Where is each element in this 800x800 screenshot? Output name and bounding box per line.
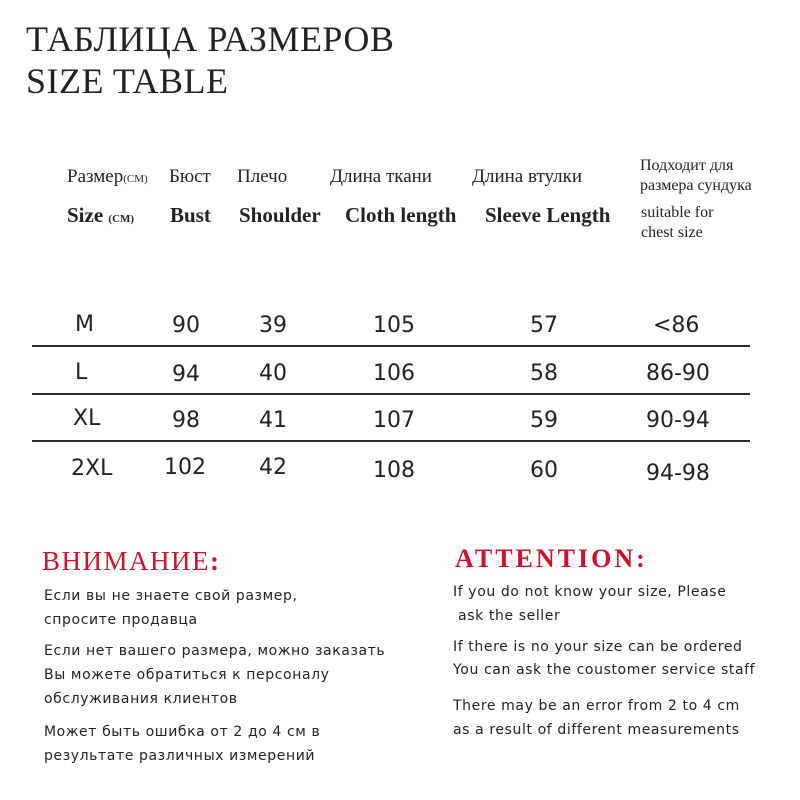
header-bust-ru: Бюст	[169, 166, 211, 187]
cell-sleeve-length: 58	[530, 361, 558, 386]
header-sleeve-length-en: Sleeve Length	[485, 203, 611, 227]
row-divider	[32, 440, 750, 442]
header-size-en: Size (CM)	[67, 203, 135, 227]
attention-en-line: There may be an error from 2 to 4 cm	[453, 698, 740, 714]
header-size-ru: Размер(CM)	[67, 166, 148, 187]
cell-chest: <86	[653, 313, 700, 338]
attention-en-line: ask the seller	[453, 608, 561, 624]
header-bust-en: Bust	[170, 203, 211, 227]
header-shoulder-en: Shoulder	[239, 203, 321, 227]
page-title-en: SIZE TABLE	[26, 61, 229, 101]
cell-bust: 90	[172, 313, 200, 338]
cell-cloth-length: 107	[373, 408, 415, 433]
attention-ru-line: Если вы не знаете свой размер,	[44, 588, 298, 604]
cell-sleeve-length: 60	[530, 458, 558, 483]
header-shoulder-ru: Плечо	[237, 166, 288, 187]
attention-ru-line: Вы можете обратиться к персоналу	[44, 667, 330, 683]
cell-shoulder: 41	[259, 408, 287, 433]
header-cloth-length-ru: Длина ткани	[330, 166, 432, 187]
cell-cloth-length: 105	[373, 313, 415, 338]
attention-ru-line: результате различных измерений	[44, 748, 316, 764]
cell-bust: 102	[164, 455, 206, 480]
header-chest-ru: Подходит для размера сундука	[640, 157, 752, 194]
cell-sleeve-length: 57	[530, 313, 558, 338]
header-cloth-length-en: Cloth length	[345, 203, 457, 227]
cell-size: L	[75, 360, 88, 385]
cell-size: 2XL	[71, 456, 113, 481]
attention-en-line: If you do not know your size, Please	[453, 584, 727, 600]
cell-bust: 98	[172, 408, 200, 433]
cell-shoulder: 40	[259, 361, 287, 386]
cell-chest: 86-90	[646, 361, 710, 386]
cell-chest: 90-94	[646, 408, 710, 433]
row-divider	[32, 393, 750, 395]
cell-cloth-length: 106	[373, 361, 415, 386]
attention-en-line: If there is no your size can be ordered	[453, 639, 743, 655]
cell-cloth-length: 108	[373, 458, 415, 483]
attention-ru-line: Если нет вашего размера, можно заказать	[44, 643, 386, 659]
cell-shoulder: 42	[259, 455, 287, 480]
attention-ru-line: обслуживания клиентов	[44, 691, 238, 707]
attention-ru-line: Может быть ошибка от 2 до 4 см в	[44, 724, 321, 740]
cell-size: XL	[73, 406, 101, 431]
cell-shoulder: 39	[259, 313, 287, 338]
cell-chest: 94-98	[646, 461, 710, 486]
header-chest-en: suitable for chest size	[641, 204, 714, 241]
header-sleeve-length-ru: Длина втулки	[472, 166, 583, 187]
row-divider	[32, 345, 750, 347]
cell-size: M	[75, 312, 94, 337]
cell-sleeve-length: 59	[530, 408, 558, 433]
attention-en-heading: ATTENTION:	[455, 544, 648, 573]
page-title-ru: ТАБЛИЦА РАЗМЕРОВ	[26, 19, 395, 59]
cell-bust: 94	[172, 362, 200, 387]
attention-en-line: as a result of different measurements	[453, 722, 740, 738]
attention-en-line: You can ask the coustomer service staff	[453, 662, 756, 678]
attention-ru-heading: ВНИМАНИЕ:	[42, 546, 221, 576]
attention-ru-line: спросите продавца	[44, 612, 198, 628]
